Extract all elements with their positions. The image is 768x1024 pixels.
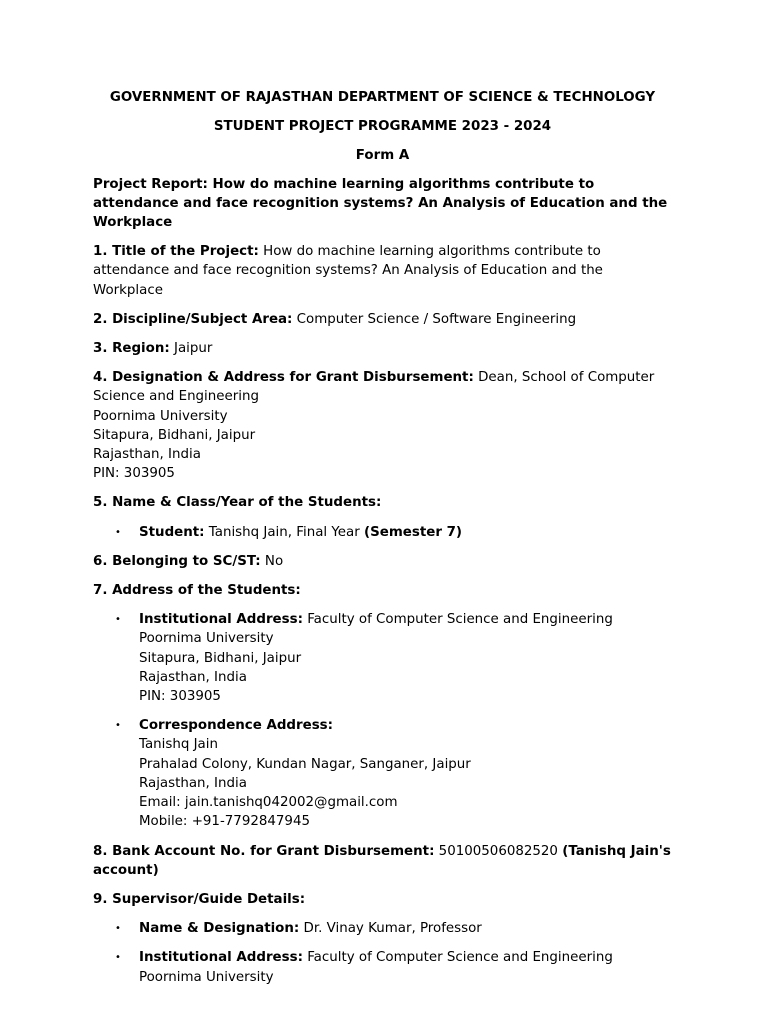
correspondence-address-line: Rajasthan, India [139, 775, 247, 791]
student-semester: (Semester 7) [364, 524, 463, 540]
section-discipline [93, 310, 672, 329]
section-region [93, 339, 672, 358]
section-title-value: How do machine learning algorithms contribute to attendance and face recognition systems? An Analysis of Education and the Workplace [93, 244, 603, 298]
supervisor-name-label: Name & Designation: [139, 921, 300, 937]
institutional-address-line: Poornima University [139, 631, 274, 647]
institutional-address-line: Sitapura, Bidhani, Jaipur [139, 650, 302, 666]
section-supervisor [93, 890, 672, 909]
section-designation [93, 368, 672, 483]
correspondence-mobile: Mobile: +91-7792847945 [139, 814, 310, 830]
project-report [93, 175, 672, 233]
institutional-address-label: Institutional Address: [139, 612, 303, 628]
institutional-address-line: PIN: 303905 [139, 689, 221, 705]
section-address [93, 581, 672, 600]
list-item [93, 523, 672, 542]
section-scst-label: 6. Belonging to SC/ST: [93, 553, 261, 569]
institutional-address-line: Rajasthan, India [139, 669, 247, 685]
section-supervisor-label: 9. Supervisor/Guide Details: [93, 891, 306, 907]
designation-address-line: Rajasthan, India [93, 447, 201, 463]
section-scst-value: No [260, 553, 284, 569]
bullet-icon: • [115, 923, 121, 935]
supervisor-institutional-label: Institutional Address: [139, 950, 303, 966]
section-students-label: 5. Name & Class/Year of the Students: [93, 495, 382, 511]
supervisor-institutional-line: Poornima University [139, 969, 274, 985]
institutional-address-value: Faculty of Computer Science and Engineering [302, 612, 613, 628]
section-address-label: 7. Address of the Students: [93, 583, 301, 599]
header-government: GOVERNMENT OF RAJASTHAN DEPARTMENT OF SCIENCE & TECHNOLOGY [109, 90, 656, 105]
list-item [93, 919, 672, 938]
bullet-icon: • [115, 614, 121, 626]
designation-address-line: Poornima University [93, 408, 228, 424]
list-item [93, 716, 672, 831]
correspondence-address-line: Tanishq Jain [139, 737, 218, 753]
section-region-value: Jaipur [169, 341, 213, 357]
correspondence-address-line: Prahalad Colony, Kundan Nagar, Sanganer, Jaipur [139, 756, 471, 772]
student-label: Student: [139, 524, 205, 540]
section-title [93, 242, 672, 300]
list-item [93, 948, 672, 986]
section-bank-value: 50100506082520 [434, 843, 563, 859]
bullet-icon: • [115, 526, 121, 538]
student-value: Tanishq Jain, Final Year [204, 524, 364, 540]
section-discipline-label: 2. Discipline/Subject Area: [93, 311, 293, 327]
header-form: Form A [355, 148, 410, 164]
section-bank [93, 842, 672, 880]
header-programme: STUDENT PROJECT PROGRAMME 2023 - 2024 [213, 119, 552, 135]
section-title-label: 1. Title of the Project: [93, 244, 259, 260]
bullet-icon: • [115, 952, 121, 964]
section-bank-owner: (Tanishq Jain's account) [93, 843, 671, 878]
bullet-icon: • [115, 720, 121, 732]
section-scst [93, 552, 672, 571]
project-report-text: Project Report: How do machine learning algorithms contribute to attendance and face recognition systems? An Analysis of Education and the Workplace [93, 176, 668, 231]
section-designation-value: Dean, School of Computer Science and Engineering [93, 370, 655, 405]
address-list [93, 610, 672, 831]
designation-address-line: PIN: 303905 [93, 466, 175, 482]
section-region-label: 3. Region: [93, 341, 170, 357]
supervisor-name-value: Dr. Vinay Kumar, Professor [299, 921, 482, 937]
students-list [93, 523, 672, 542]
section-discipline-value: Computer Science / Software Engineering [292, 311, 577, 327]
designation-address-line: Sitapura, Bidhani, Jaipur [93, 427, 256, 443]
section-students [93, 493, 672, 512]
supervisor-institutional-value: Faculty of Computer Science and Engineering [302, 950, 613, 966]
section-designation-label: 4. Designation & Address for Grant Disbursement: [93, 370, 474, 386]
section-bank-label: 8. Bank Account No. for Grant Disbursement: [93, 843, 435, 859]
correspondence-email: Email: jain.tanishq042002@gmail.com [139, 795, 398, 811]
correspondence-address-label: Correspondence Address: [139, 718, 334, 734]
supervisor-list [93, 919, 672, 987]
list-item [93, 610, 672, 706]
